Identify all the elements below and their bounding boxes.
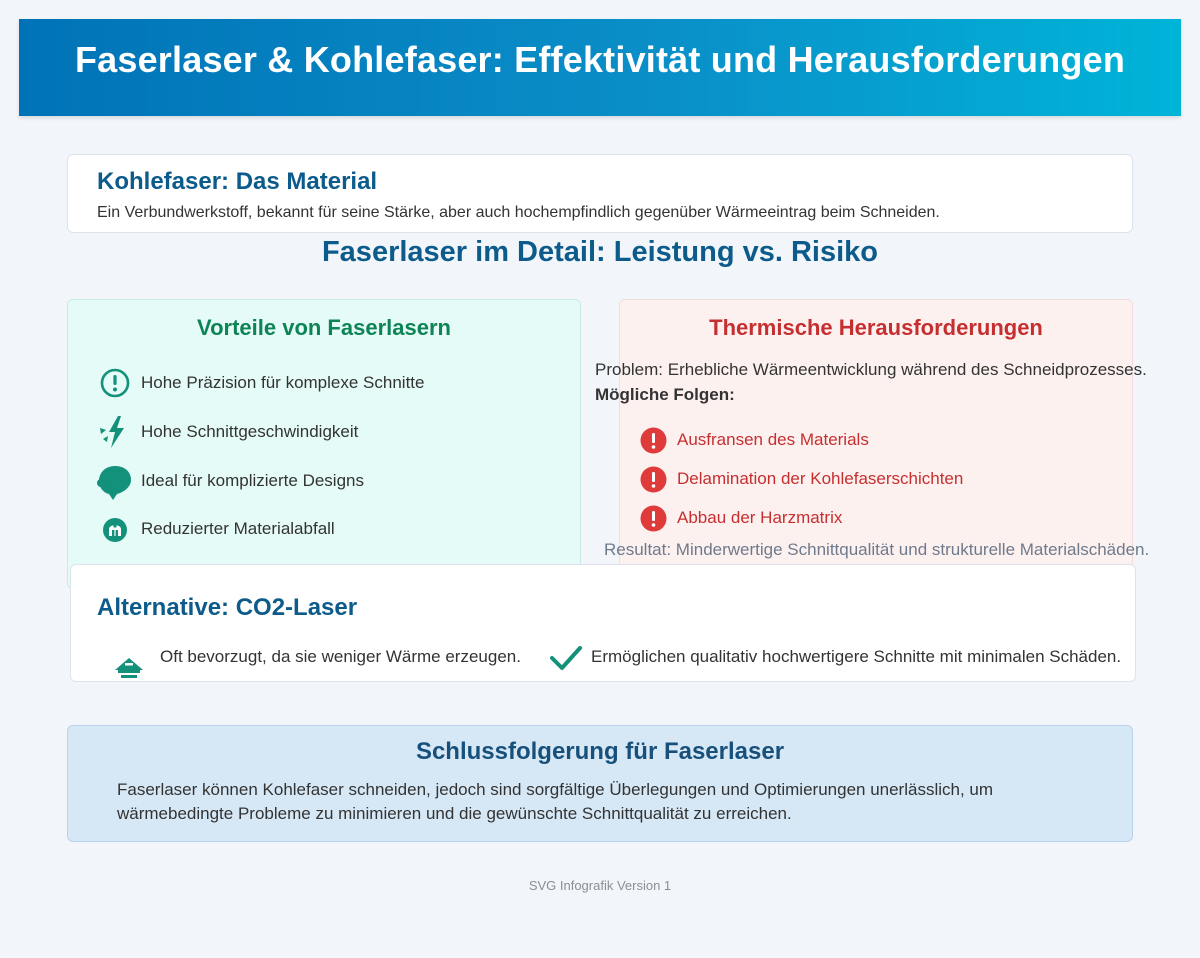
consequence-label: Ausfransen des Materials [677,430,869,449]
conclusion-text: Faserlaser können Kohlefaser schneiden, jedoch sind sorgfältige Überlegungen und Optimierungen unerlässlich, um wärmebedingte Probleme zu minimieren und die gewünschte Schnittqualität zu erreichen. [117,780,994,823]
advantage-label: Hohe Schnittgeschwindigkeit [141,422,359,441]
material-card [67,154,1133,233]
design-icon [96,464,134,498]
consequences-label: Mögliche Folgen: [595,385,735,404]
conclusion-title: Schlussfolgerung für Faserlaser [415,738,785,765]
checkmark-icon [549,643,583,678]
alternative-title: Alternative: CO2-Laser [97,594,358,621]
advantages-title: Vorteile von Faserlasern [197,315,451,340]
advantage-item [96,464,566,498]
warning-icon [640,466,667,493]
footer-version: SVG Infografik Version 1 [528,878,672,893]
material-text: Ein Verbundwerkstoff, bekannt für seine Stärke, aber auch hochempfindlich gegenüber Wärmeeintrag beim Schneiden. [97,204,940,221]
challenges-title: Thermische Herausforderungen [709,315,1043,340]
consequence-item [640,466,1120,494]
consequence-item [640,505,1120,533]
warning-icon [640,427,667,454]
header-banner [19,19,1181,116]
challenges-problem: Problem: Erhebliche Wärmeentwicklung während des Schneidprozesses. [595,360,1147,379]
challenges-result: Resultat: Minderwertige Schnittqualität und strukturelle Materialschäden. [604,540,1150,559]
advantage-item [96,415,566,449]
precision-icon [96,366,134,400]
alternative-label: Ermöglichen qualitativ hochwertigere Schnitte mit minimalen Schäden. [591,647,1122,666]
advantage-item [96,366,566,400]
consequence-label: Abbau der Harzmatrix [677,508,843,527]
alternative-card [70,564,1136,682]
conclusion-panel [67,725,1133,842]
alternative-item [111,641,551,681]
advantage-label: Ideal für komplizierte Designs [141,471,364,490]
consequence-label: Delamination der Kohlefaserschichten [677,469,964,488]
warning-icon [640,505,667,532]
page-title: Faserlaser & Kohlefaser: Effektivität und Herausforderungen [74,38,1126,80]
alternative-item [549,641,1134,681]
advantage-label: Reduzierter Materialabfall [141,519,335,538]
consequence-item [640,427,1120,455]
advantage-item [96,512,566,546]
advantage-label: Hohe Präzision für komplexe Schnitte [141,373,425,392]
speed-icon [96,415,134,449]
waste-icon [96,512,134,546]
detail-title: Faserlaser im Detail: Leistung vs. Risiko [321,236,879,268]
material-title: Kohlefaser: Das Material [97,168,378,195]
alternative-label: Oft bevorzugt, da sie weniger Wärme erzeugen. [160,647,521,666]
advantages-panel [67,299,581,589]
laser-icon [111,653,147,688]
